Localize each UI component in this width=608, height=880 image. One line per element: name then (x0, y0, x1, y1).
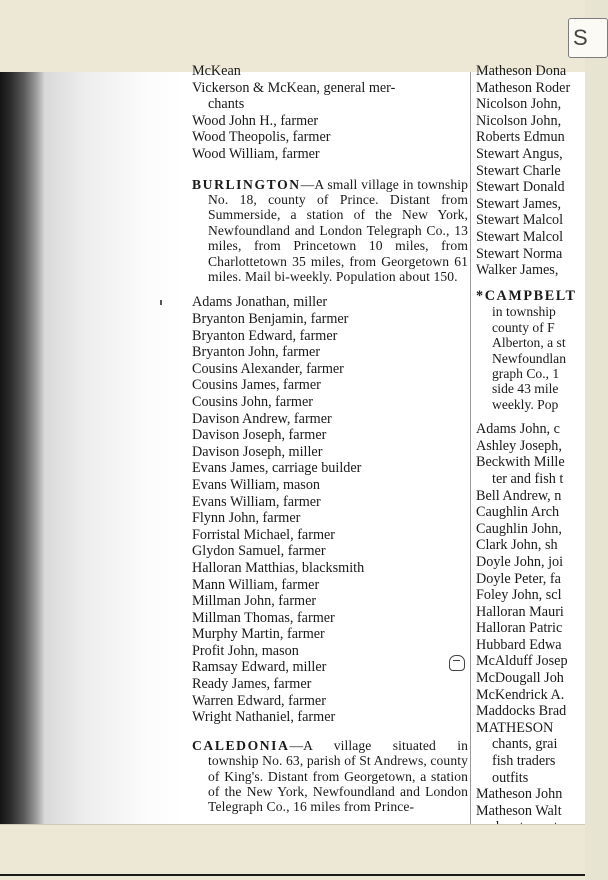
cut-off-line: McKean (192, 63, 241, 79)
page-gutter-shadow (0, 72, 44, 824)
right-column (476, 63, 596, 853)
directory-entry: Mann William, farmer (192, 576, 320, 593)
directory-entry: Adams John, c (476, 421, 560, 438)
cut-off-line: Matheson Dona (476, 63, 567, 79)
directory-entry: Davison Andrew, farmer (192, 410, 332, 427)
right-entries-b (476, 421, 596, 852)
directory-entry: Murphy Martin, farmer (192, 626, 325, 643)
directory-entry: Millman John, farmer (192, 593, 317, 610)
directory-entry: Hubbard Edwa (476, 636, 562, 653)
directory-entry: Stewart Malcol (476, 212, 564, 229)
directory-entry: Flynn John, farmer (192, 510, 301, 527)
campbelton-heading: *CAMPBELT (476, 287, 577, 304)
directory-entry: Ready James, farmer (192, 676, 312, 693)
caledonia-heading: CALEDONIA (192, 737, 290, 753)
column-divider (470, 72, 471, 824)
directory-entry: Caughlin Arch (476, 504, 560, 521)
right-entries-a (476, 80, 596, 279)
directory-entry: Forristal Michael, farmer (192, 526, 336, 543)
directory-entry: Roberts Edmun (476, 129, 565, 146)
burlington-description (192, 177, 468, 285)
directory-entry: Foley John, scl (476, 587, 562, 604)
directory-entry: Stewart Malcol (476, 228, 564, 245)
directory-entry: Evans James, carriage builder (192, 460, 362, 477)
directory-entry: Glydon Samuel, farmer (192, 543, 326, 560)
description-line: graph Co., 1 (492, 365, 560, 381)
directory-entry: Vickerson & McKean, general mer- (192, 79, 396, 96)
footer-divider (0, 874, 585, 876)
directory-entry: Caughlin John, (476, 520, 562, 537)
search-input[interactable]: S (568, 18, 608, 58)
directory-entry: Ashley Joseph, (476, 437, 562, 454)
directory-entry: Evans William, farmer (192, 493, 321, 510)
left-column (192, 63, 468, 815)
directory-entry: Bryanton John, farmer (192, 344, 321, 361)
directory-entry: Davison Joseph, farmer (192, 427, 327, 444)
description-line: in township (492, 304, 556, 320)
directory-entry: Cousins James, farmer (192, 377, 321, 394)
burlington-entries (192, 294, 468, 725)
directory-entry: MATHESON (476, 719, 554, 736)
directory-entry: chants (208, 96, 245, 113)
directory-entry: Stewart Norma (476, 245, 563, 262)
directory-entry: McAlduff Josep (476, 653, 568, 670)
directory-page (184, 63, 585, 824)
directory-entry: Beckwith Mille (476, 454, 565, 471)
directory-entry: Profit John, mason (192, 642, 299, 659)
directory-entry: Matheson Walt (476, 802, 562, 819)
directory-entry: Halloran Mauri (476, 603, 564, 620)
directory-entry: Davison Joseph, miller (192, 443, 323, 460)
directory-entry: Wood Theopolis, farmer (192, 129, 331, 146)
description-line: Newfoundlan (492, 350, 566, 366)
directory-entry: ter and fish t (492, 470, 564, 487)
directory-entry: McDougall Joh (476, 670, 564, 687)
directory-entry: Evans William, mason (192, 476, 321, 493)
directory-entry: Nicolson John, (476, 96, 562, 113)
directory-entry: Clark John, sh (476, 537, 558, 554)
description-line: Alberton, a st (492, 335, 566, 351)
directory-entry: Cousins John, farmer (192, 393, 313, 410)
directory-entry: Walker James, (476, 262, 559, 279)
directory-entry: Adams Jonathan, miller (192, 294, 328, 311)
directory-entry: outfits (492, 769, 529, 786)
directory-entry: Doyle John, joi (476, 553, 564, 570)
description-line: side 43 mile (492, 381, 559, 397)
directory-entry: Warren Edward, farmer (192, 692, 326, 709)
directory-entry: Stewart Charle (476, 162, 561, 179)
intro-entries (192, 80, 468, 163)
directory-entry: Wood John H., farmer (192, 112, 319, 129)
directory-entry: Matheson Roder (476, 79, 571, 96)
directory-entry: Bryanton Edward, farmer (192, 327, 338, 344)
burlington-text: —A small village in township No. 18, county of Prince. Distant from Summerside, a station of the New York, Newfoundland and London Telegraph Co., 13 miles, from Princetown 10 miles, from Charlottetown 35 miles, from Georgetown 61 miles. Mail bi-weekly. Population about 150. (208, 176, 468, 284)
directory-entry: fish traders (492, 753, 556, 770)
directory-entry: Matheson John (476, 786, 563, 803)
directory-entry: McKendrick A. (476, 686, 565, 703)
directory-entry: chants, grai (492, 736, 558, 753)
document-viewer[interactable] (0, 63, 585, 824)
directory-entry: Ramsay Edward, miller (192, 659, 327, 676)
margin-mark (160, 300, 162, 305)
description-line: county of F (492, 319, 555, 335)
directory-entry: Bryanton Benjamin, farmer (192, 311, 349, 327)
burlington-heading: BURLINGTON (192, 176, 301, 192)
caledonia-text: —A village situated in township No. 63, parish of St Andrews, county of King's. Distant from Georgetown, a station of the New York, Newfoundland and London Telegraph Co., 16 miles from Prince- (208, 737, 468, 815)
directory-entry: Bell Andrew, n (476, 487, 562, 504)
directory-entry: Stewart Donald (476, 179, 565, 196)
directory-entry: Doyle Peter, fa (476, 570, 561, 587)
directory-entry: Wood William, farmer (192, 145, 320, 162)
directory-entry: Nicolson John, (476, 112, 562, 129)
viewer-footer (0, 824, 585, 880)
directory-entry: Cousins Alexander, farmer (192, 360, 344, 377)
directory-entry: Millman Thomas, farmer (192, 609, 335, 626)
caledonia-description (192, 738, 468, 815)
campbelton-description (476, 304, 596, 412)
directory-entry: Wright Nathaniel, farmer (192, 709, 336, 726)
directory-entry: Stewart Angus, (476, 145, 563, 162)
hand-cursor-icon (449, 655, 465, 671)
page-left-margin (44, 72, 184, 824)
directory-entry: Halloran Patric (476, 620, 563, 637)
directory-entry: Halloran Matthias, blacksmith (192, 559, 365, 576)
directory-entry: Stewart James, (476, 195, 562, 212)
directory-entry: Maddocks Brad (476, 703, 567, 720)
description-line: weekly. Pop (492, 396, 559, 412)
